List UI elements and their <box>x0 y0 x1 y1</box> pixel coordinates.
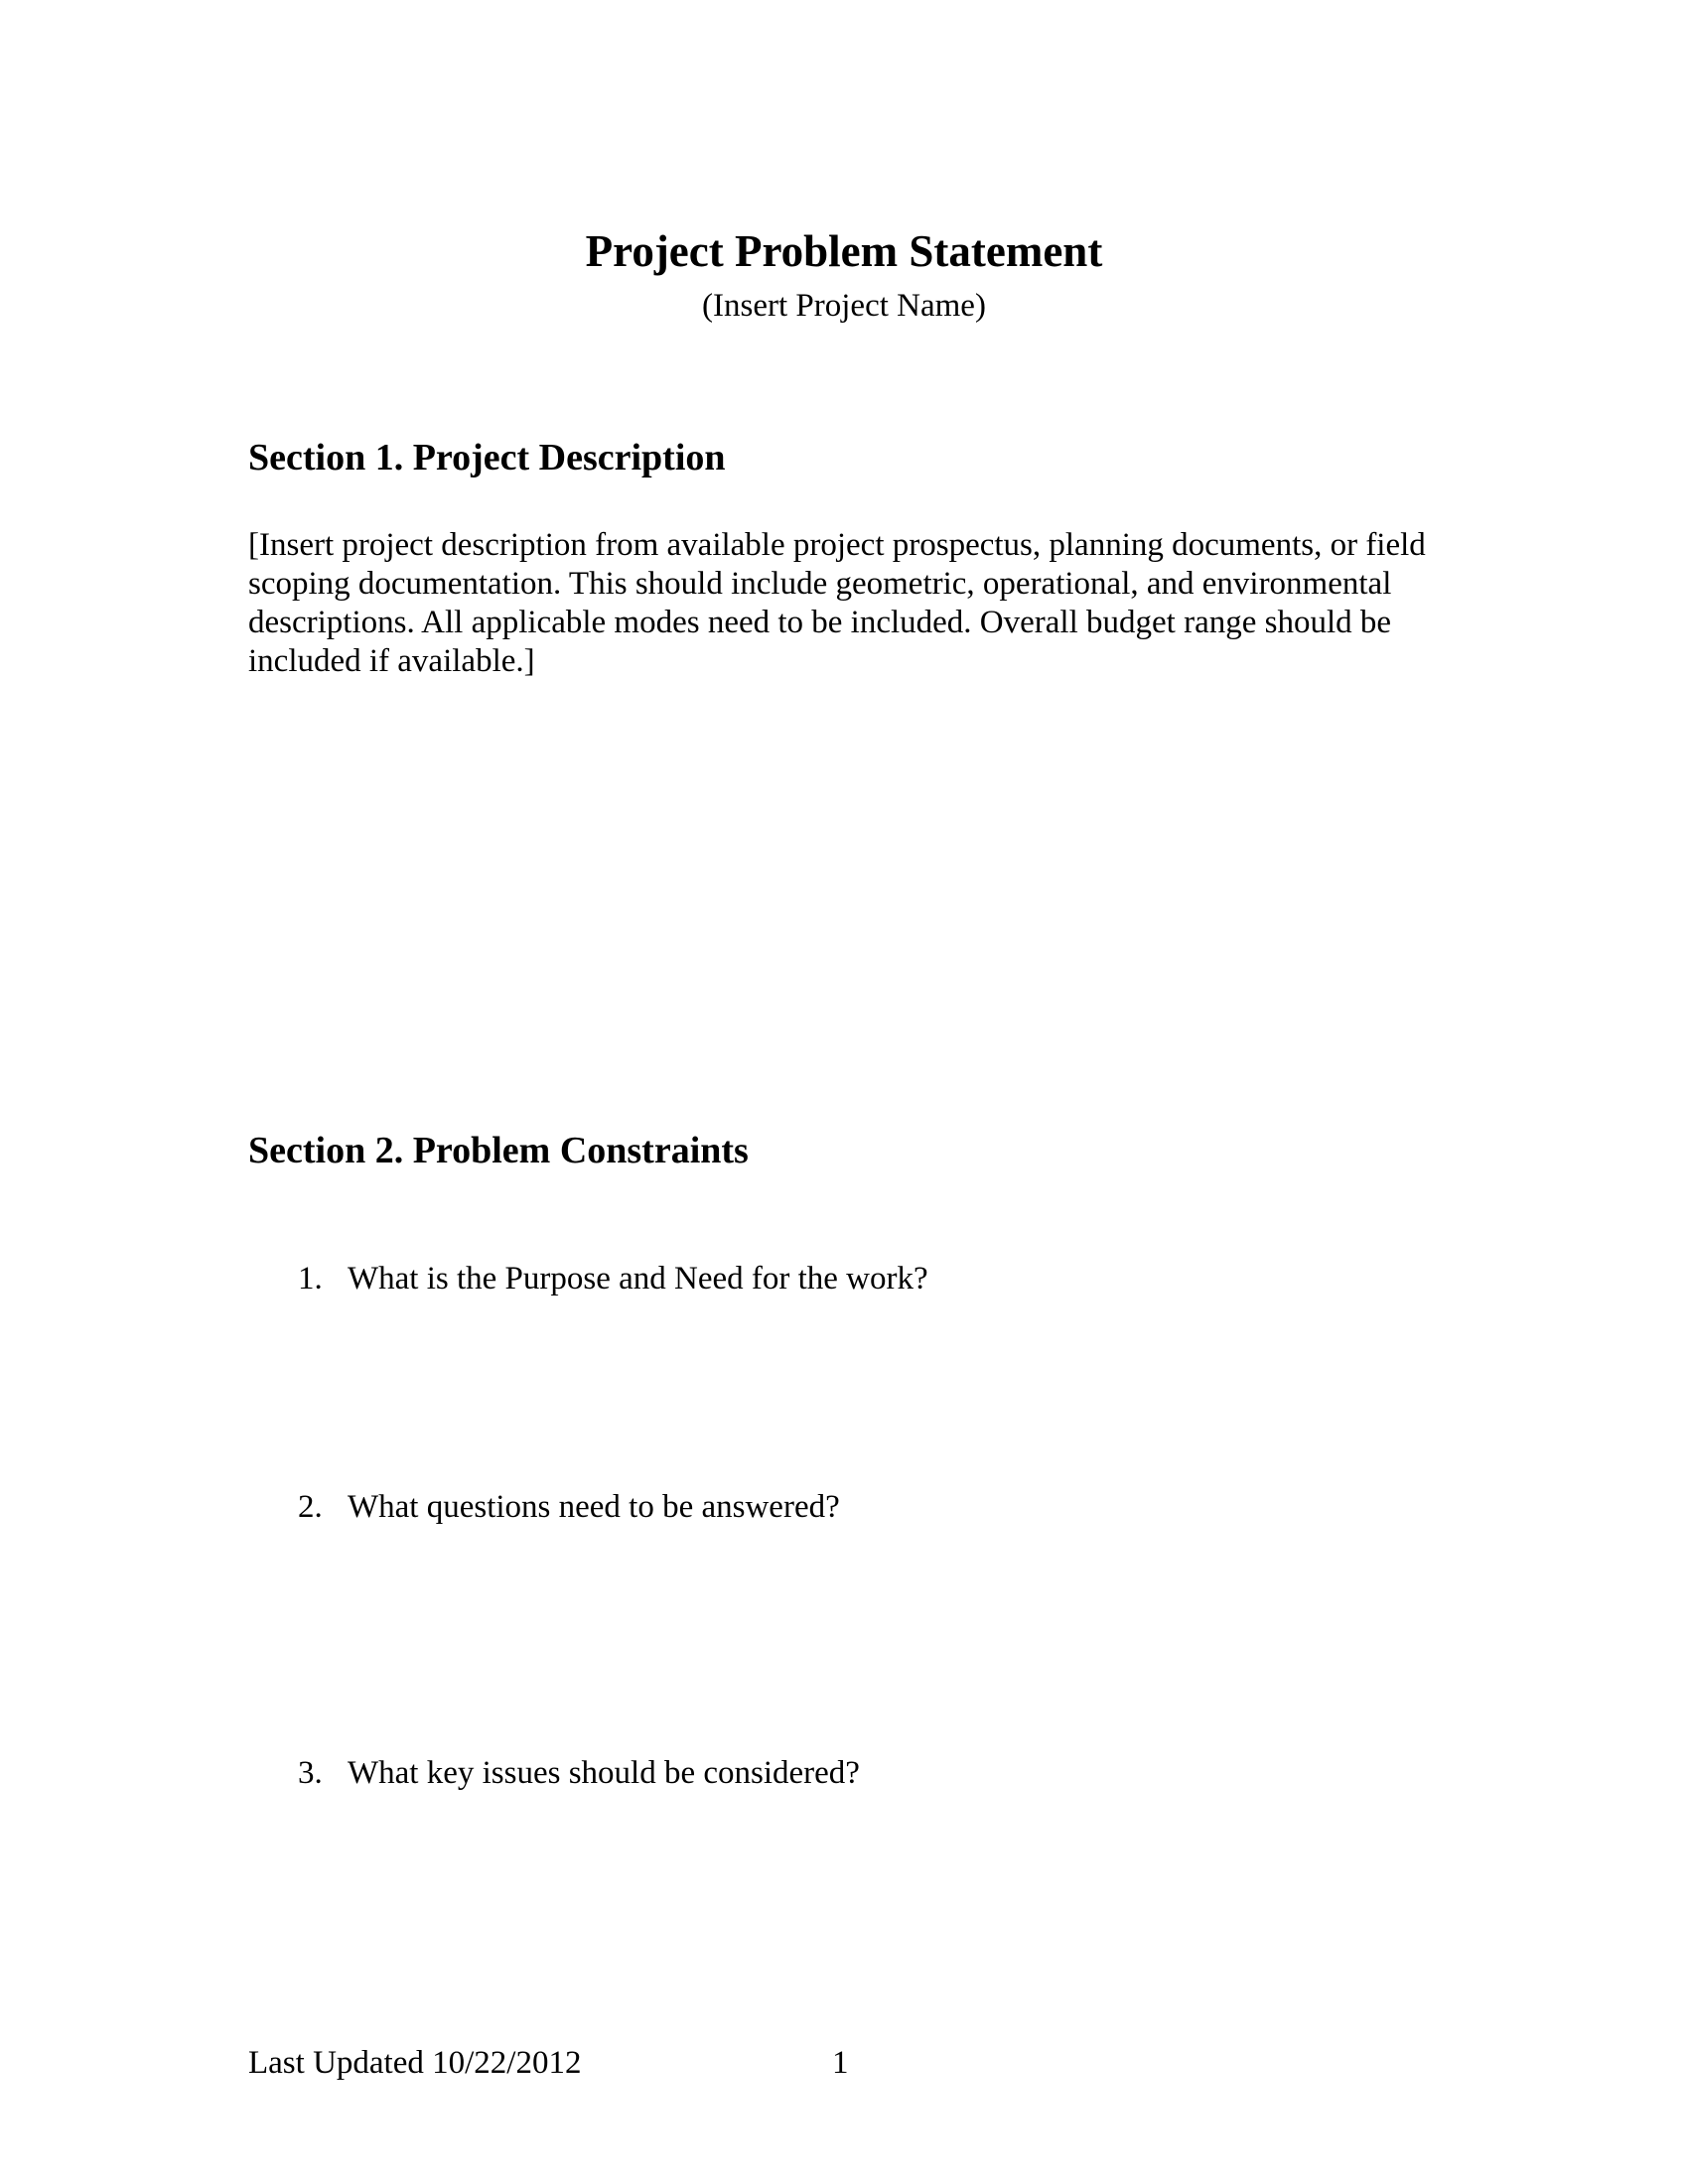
footer-page-number: 1 <box>832 2045 849 2081</box>
page-title: Project Problem Statement <box>585 226 1103 276</box>
question-item-2 <box>298 1487 840 1527</box>
question-number: 3. <box>298 1755 323 1791</box>
project-name-placeholder: (Insert Project Name) <box>702 288 986 324</box>
question-text: What is the Purpose and Need for the work? <box>348 1261 928 1297</box>
section-1-heading: Section 1. Project Description <box>248 437 726 478</box>
section-2-heading: Section 2. Problem Constraints <box>248 1130 749 1171</box>
footer-last-updated: Last Updated 10/22/2012 <box>248 2045 582 2081</box>
question-text: What key issues should be considered? <box>348 1755 860 1791</box>
question-text: What questions need to be answered? <box>348 1489 840 1525</box>
question-item-1 <box>298 1259 928 1298</box>
question-number: 2. <box>298 1489 323 1525</box>
project-description-text: [Insert project description from available project prospectus, planning documents, or field scoping documentation. This should include geometric, operational, and environmental descriptions. All applicable modes need to be included. Overall budget range should be included if available.] <box>248 527 1426 679</box>
question-item-3 <box>298 1753 860 1793</box>
question-number: 1. <box>298 1261 323 1297</box>
